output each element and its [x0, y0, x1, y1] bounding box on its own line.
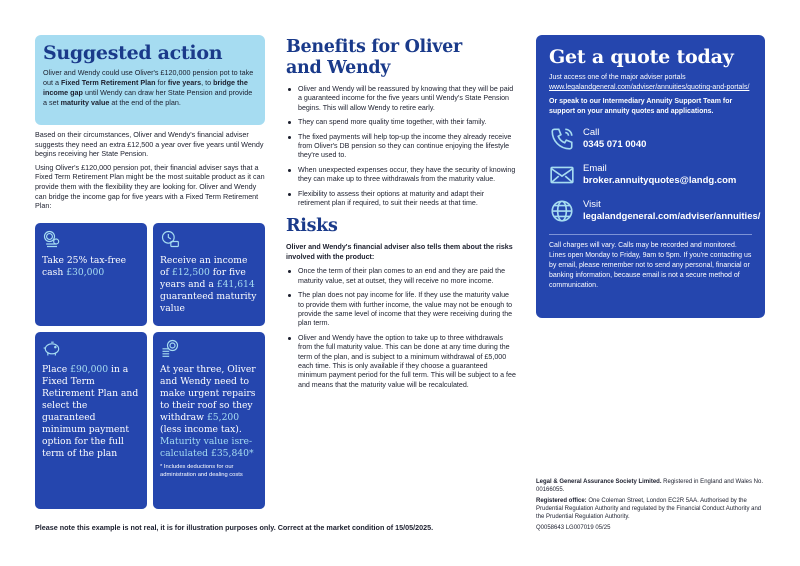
intermediary-text: Or speak to our Intermediary Annuity Support Team for support on your annuity quotes and applications.	[549, 98, 733, 115]
visit-url[interactable]: legalandgeneral.com/adviser/annuities/	[583, 211, 761, 222]
tile-tax-free-cash-text: Take 25% tax-free cash £30,000	[42, 255, 127, 278]
quote-title: Get a quote today	[549, 46, 734, 68]
suggested-action-box	[35, 35, 265, 125]
risks-title: Risks	[286, 216, 338, 237]
intro-paragraph-2: Using Oliver's £120,000 pension pot, their financial adviser says that a Fixed Term Retirement Plan might be the most suitable product as it can provide them with the flexibility they are looking for. Oliver and Wendy can bridge the income gap for five years with a Fixed Term Retirement Plan:	[35, 162, 265, 211]
call-number[interactable]: 0345 071 0040	[583, 139, 647, 150]
tile-place-plan	[35, 332, 147, 509]
globe-icon	[549, 198, 575, 224]
tile-place-plan-text: Place £90,000 in a Fixed Term Retirement Plan and select the guaranteed minimum payment option for the full term of the plan	[42, 364, 139, 459]
list-item: The plan does not pay income for life. If they use the maturity value to provide them with further income, the value may not be enough to provide the same level of income that they were receiving during the plan term.	[286, 291, 516, 329]
contact-email[interactable]	[549, 162, 752, 188]
piggy-bank-icon	[42, 338, 62, 358]
call-label: Call	[583, 127, 600, 138]
quote-divider	[549, 234, 752, 235]
clock-money-icon	[160, 229, 180, 249]
document-codes: Q0058643 LG007019 05/25	[536, 525, 611, 531]
tile-withdrawal	[153, 332, 265, 509]
list-item: Oliver and Wendy will be reassured by knowing that they will be paid a guaranteed income for the five years until Wendy's State Pension begins. This will allow Wendy to retire early.	[286, 85, 516, 113]
benefits-list	[286, 85, 516, 208]
risks-list	[286, 267, 516, 390]
suggested-action-text: Oliver and Wendy could use Oliver's £120,000 pension pot to take out a Fixed Term Retirement Plan for five years, to bridge the income gap until Wendy can draw her State Pension and provide a set maturity value at the end of the plan.	[43, 68, 254, 107]
list-item: Oliver and Wendy have the option to take up to three withdrawals from the full maturity value. This can be done at any time during the term of the plan, and is subject to a minimum withdrawal of £5,000 each time. This is only available if they choose a guaranteed minimum payment period for the full term. This will be subject to a fee and means that the maturity value will be recalculated.	[286, 334, 516, 390]
envelope-icon	[549, 162, 575, 188]
legal-office: Registered office: One Coleman Street, London EC2R 5AA. Authorised by the Prudential Regulation Authority and regulated by the Financial Conduct Authority and the Prudential Regulation Authority.	[536, 498, 762, 520]
contact-visit[interactable]	[549, 198, 761, 224]
email-address[interactable]: broker.annuityquotes@landg.com	[583, 175, 737, 186]
tile-withdrawal-footnote: * Includes deductions for our administration and dealing costs	[160, 464, 243, 478]
quote-access-text: Just access one of the major adviser portals	[549, 74, 686, 81]
stacked-coins-icon	[160, 338, 180, 358]
email-label: Email	[583, 163, 607, 174]
portal-link[interactable]: www.legalandgeneral.com/adviser/annuities/quoting-and-portals/	[549, 84, 750, 91]
intro-text	[35, 130, 267, 215]
benefits-risks-column	[286, 37, 516, 395]
intro-paragraph-1: Based on their circumstances, Oliver and Wendy's financial adviser suggests they need an extra £12,500 a year over five years until Wendy begins receiving her State Pension.	[35, 130, 264, 159]
visit-label: Visit	[583, 199, 601, 210]
legal-info	[536, 478, 766, 524]
list-item: Flexibility to assess their options at maturity and adapt their retirement plan if required, to suit their needs at that time.	[286, 190, 516, 209]
risks-lead: Oliver and Wendy's financial adviser also tells them about the risks involved with the product:	[286, 243, 513, 261]
quote-box	[536, 35, 765, 318]
coins-icon	[42, 229, 62, 249]
list-item: Once the term of their plan comes to an end and they are paid the maturity value, set at outset, they will receive no more income.	[286, 267, 516, 286]
quote-fine-print: Call charges will vary. Calls may be recorded and monitored. Lines open Monday to Friday, 9am to 5pm. If you're contacting us by email, please remember not to send any personal, financial or banking information, because email is not a secure method of communication.	[549, 242, 752, 289]
tile-income	[153, 223, 265, 326]
list-item: The fixed payments will help top-up the income they already receive from Oliver's DB pension so they can continue enjoying the lifestyle they're used to.	[286, 133, 516, 161]
phone-icon	[549, 126, 575, 152]
legal-company: Legal & General Assurance Society Limited. Registered in England and Wales No. 00166055.	[536, 479, 764, 493]
benefits-title: Benefits for Oliver and Wendy	[286, 37, 462, 78]
illustration-disclaimer: Please note this example is not real, it is for illustration purposes only. Correct at the market condition of 15/05/2025.	[35, 523, 434, 532]
list-item: When unexpected expenses occur, they have the security of knowing they can make up to three withdrawals from the maturity value.	[286, 166, 516, 185]
suggested-action-title: Suggested action	[43, 42, 223, 64]
list-item: They can spend more quality time together, with their family.	[286, 118, 516, 127]
tile-tax-free-cash	[35, 223, 147, 326]
tile-income-text: Receive an income of £12,500 for five years and a £41,614 guaranteed maturity value	[160, 255, 257, 314]
tile-withdrawal-text: At year three, Oliver and Wendy need to make urgent repairs to their roof so they withdraw £5,200 (less income tax). Maturity value isre-calculated £35,840*	[160, 364, 256, 459]
contact-call[interactable]	[549, 126, 752, 152]
